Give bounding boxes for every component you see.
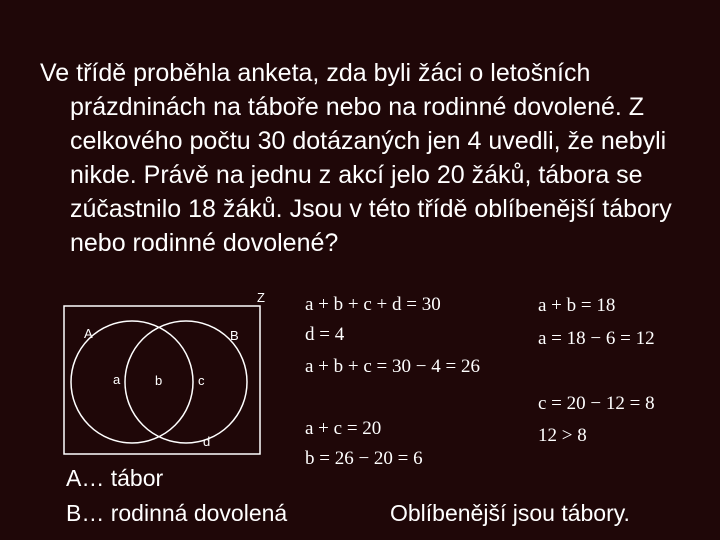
equation-right-3: c = 20 − 12 = 8 <box>538 393 655 414</box>
equation-right-2: a = 18 − 6 = 12 <box>538 328 655 349</box>
set-a-label: A <box>84 326 93 341</box>
set-b-label: B <box>230 328 239 343</box>
set-b-circle <box>125 321 247 443</box>
equation-left-4: a + c = 20 <box>305 418 382 439</box>
equation-left-5: b = 26 − 20 = 6 <box>305 448 423 469</box>
equation-right-4: 12 > 8 <box>538 425 587 446</box>
region-a-label: a <box>113 372 121 387</box>
universe-label: Z <box>257 290 265 305</box>
equation-left-2: d = 4 <box>305 324 345 345</box>
equation-left-3: a + b + c = 30 − 4 = 26 <box>305 356 480 377</box>
legend-set-a: A… tábor <box>66 465 164 491</box>
venn-diagram <box>60 288 270 458</box>
answer-text: Oblíbenější jsou tábory. <box>390 500 630 526</box>
region-c-label: c <box>198 373 205 388</box>
region-d-label: d <box>203 434 211 449</box>
legend-set-b: B… rodinná dovolená <box>66 500 288 526</box>
problem-text: Ve třídě proběhla anketa, zda byli žáci o letošních prázdninách na táboře nebo na rodinné dovolené. Z celkového počtu 30 dotázaných jen 4 uvedli, že nebyli nikde. Právě na jednu z akcí jelo 20 žáků, tábora se zúčastnilo 18 žáků. Jsou v této třídě oblíbenější tábory nebo rodinné dovolené? <box>40 59 672 257</box>
equation-right-1: a + b = 18 <box>538 295 616 316</box>
equation-left-1: a + b + c + d = 30 <box>305 294 441 315</box>
region-b-label: b <box>155 373 163 388</box>
